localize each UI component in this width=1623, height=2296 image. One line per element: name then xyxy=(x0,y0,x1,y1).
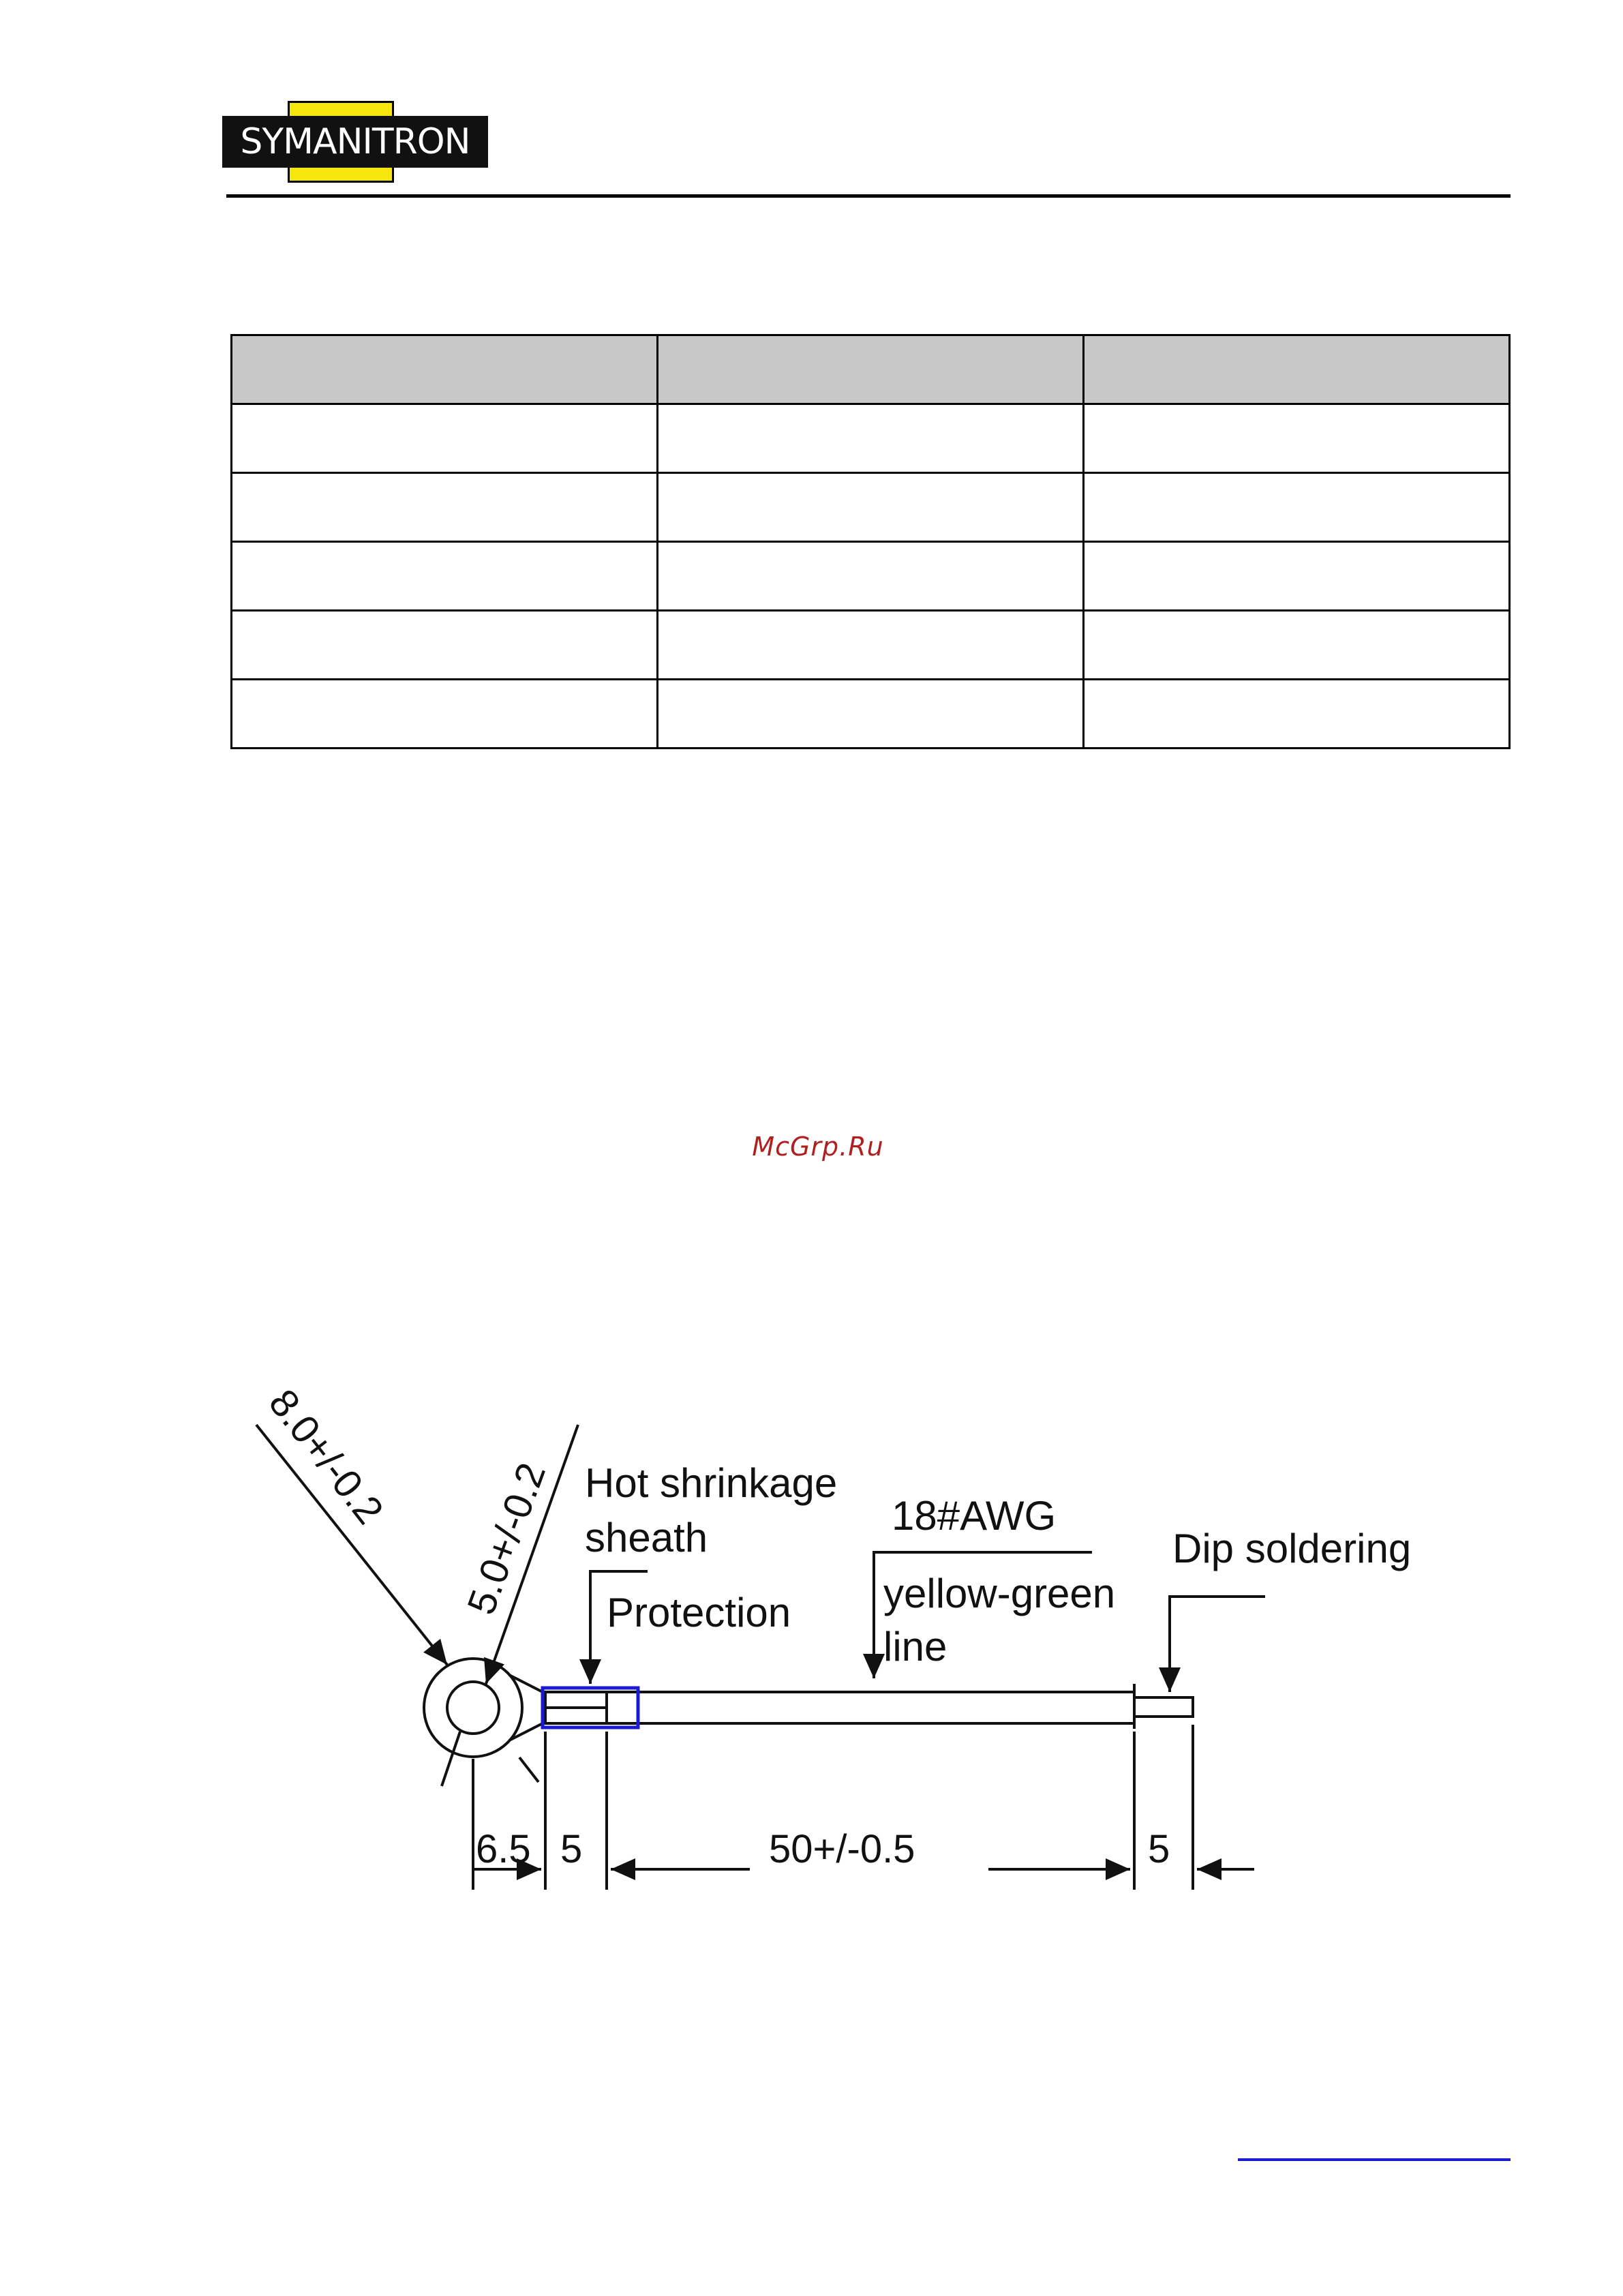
ring-terminal xyxy=(424,1659,545,1757)
dip-soldering-label: Dip soldering xyxy=(1172,1526,1412,1571)
wire-body xyxy=(545,1684,1193,1729)
dim-value-tip: 5 xyxy=(1148,1827,1170,1871)
outer-dia-leader-tail xyxy=(519,1757,539,1782)
sheath-label-line1: Hot shrinkage xyxy=(585,1460,838,1506)
dim-value-wire: 50+/-0.5 xyxy=(769,1827,915,1871)
wire-color-label-line2: line xyxy=(883,1624,947,1670)
dim-value-ring: 6.5 xyxy=(476,1827,531,1871)
footer-link[interactable] xyxy=(1238,2158,1511,2161)
dip-leader xyxy=(1170,1597,1265,1692)
dim-value-sheath: 5 xyxy=(560,1827,583,1871)
protection-label: Protection xyxy=(607,1590,791,1635)
ring-inner-dia-label: 5.0+/-0.2 xyxy=(459,1457,555,1620)
logo-text: SYMANITRON xyxy=(240,121,470,162)
awg-label: 18#AWG xyxy=(892,1493,1057,1539)
wire-color-label-line1: yellow-green xyxy=(883,1571,1116,1616)
ring-outer-dia-label: 8.0+/-0.2 xyxy=(260,1380,392,1532)
sheath-label-line2: sheath xyxy=(585,1515,708,1560)
watermark: McGrp.Ru xyxy=(752,1132,884,1162)
